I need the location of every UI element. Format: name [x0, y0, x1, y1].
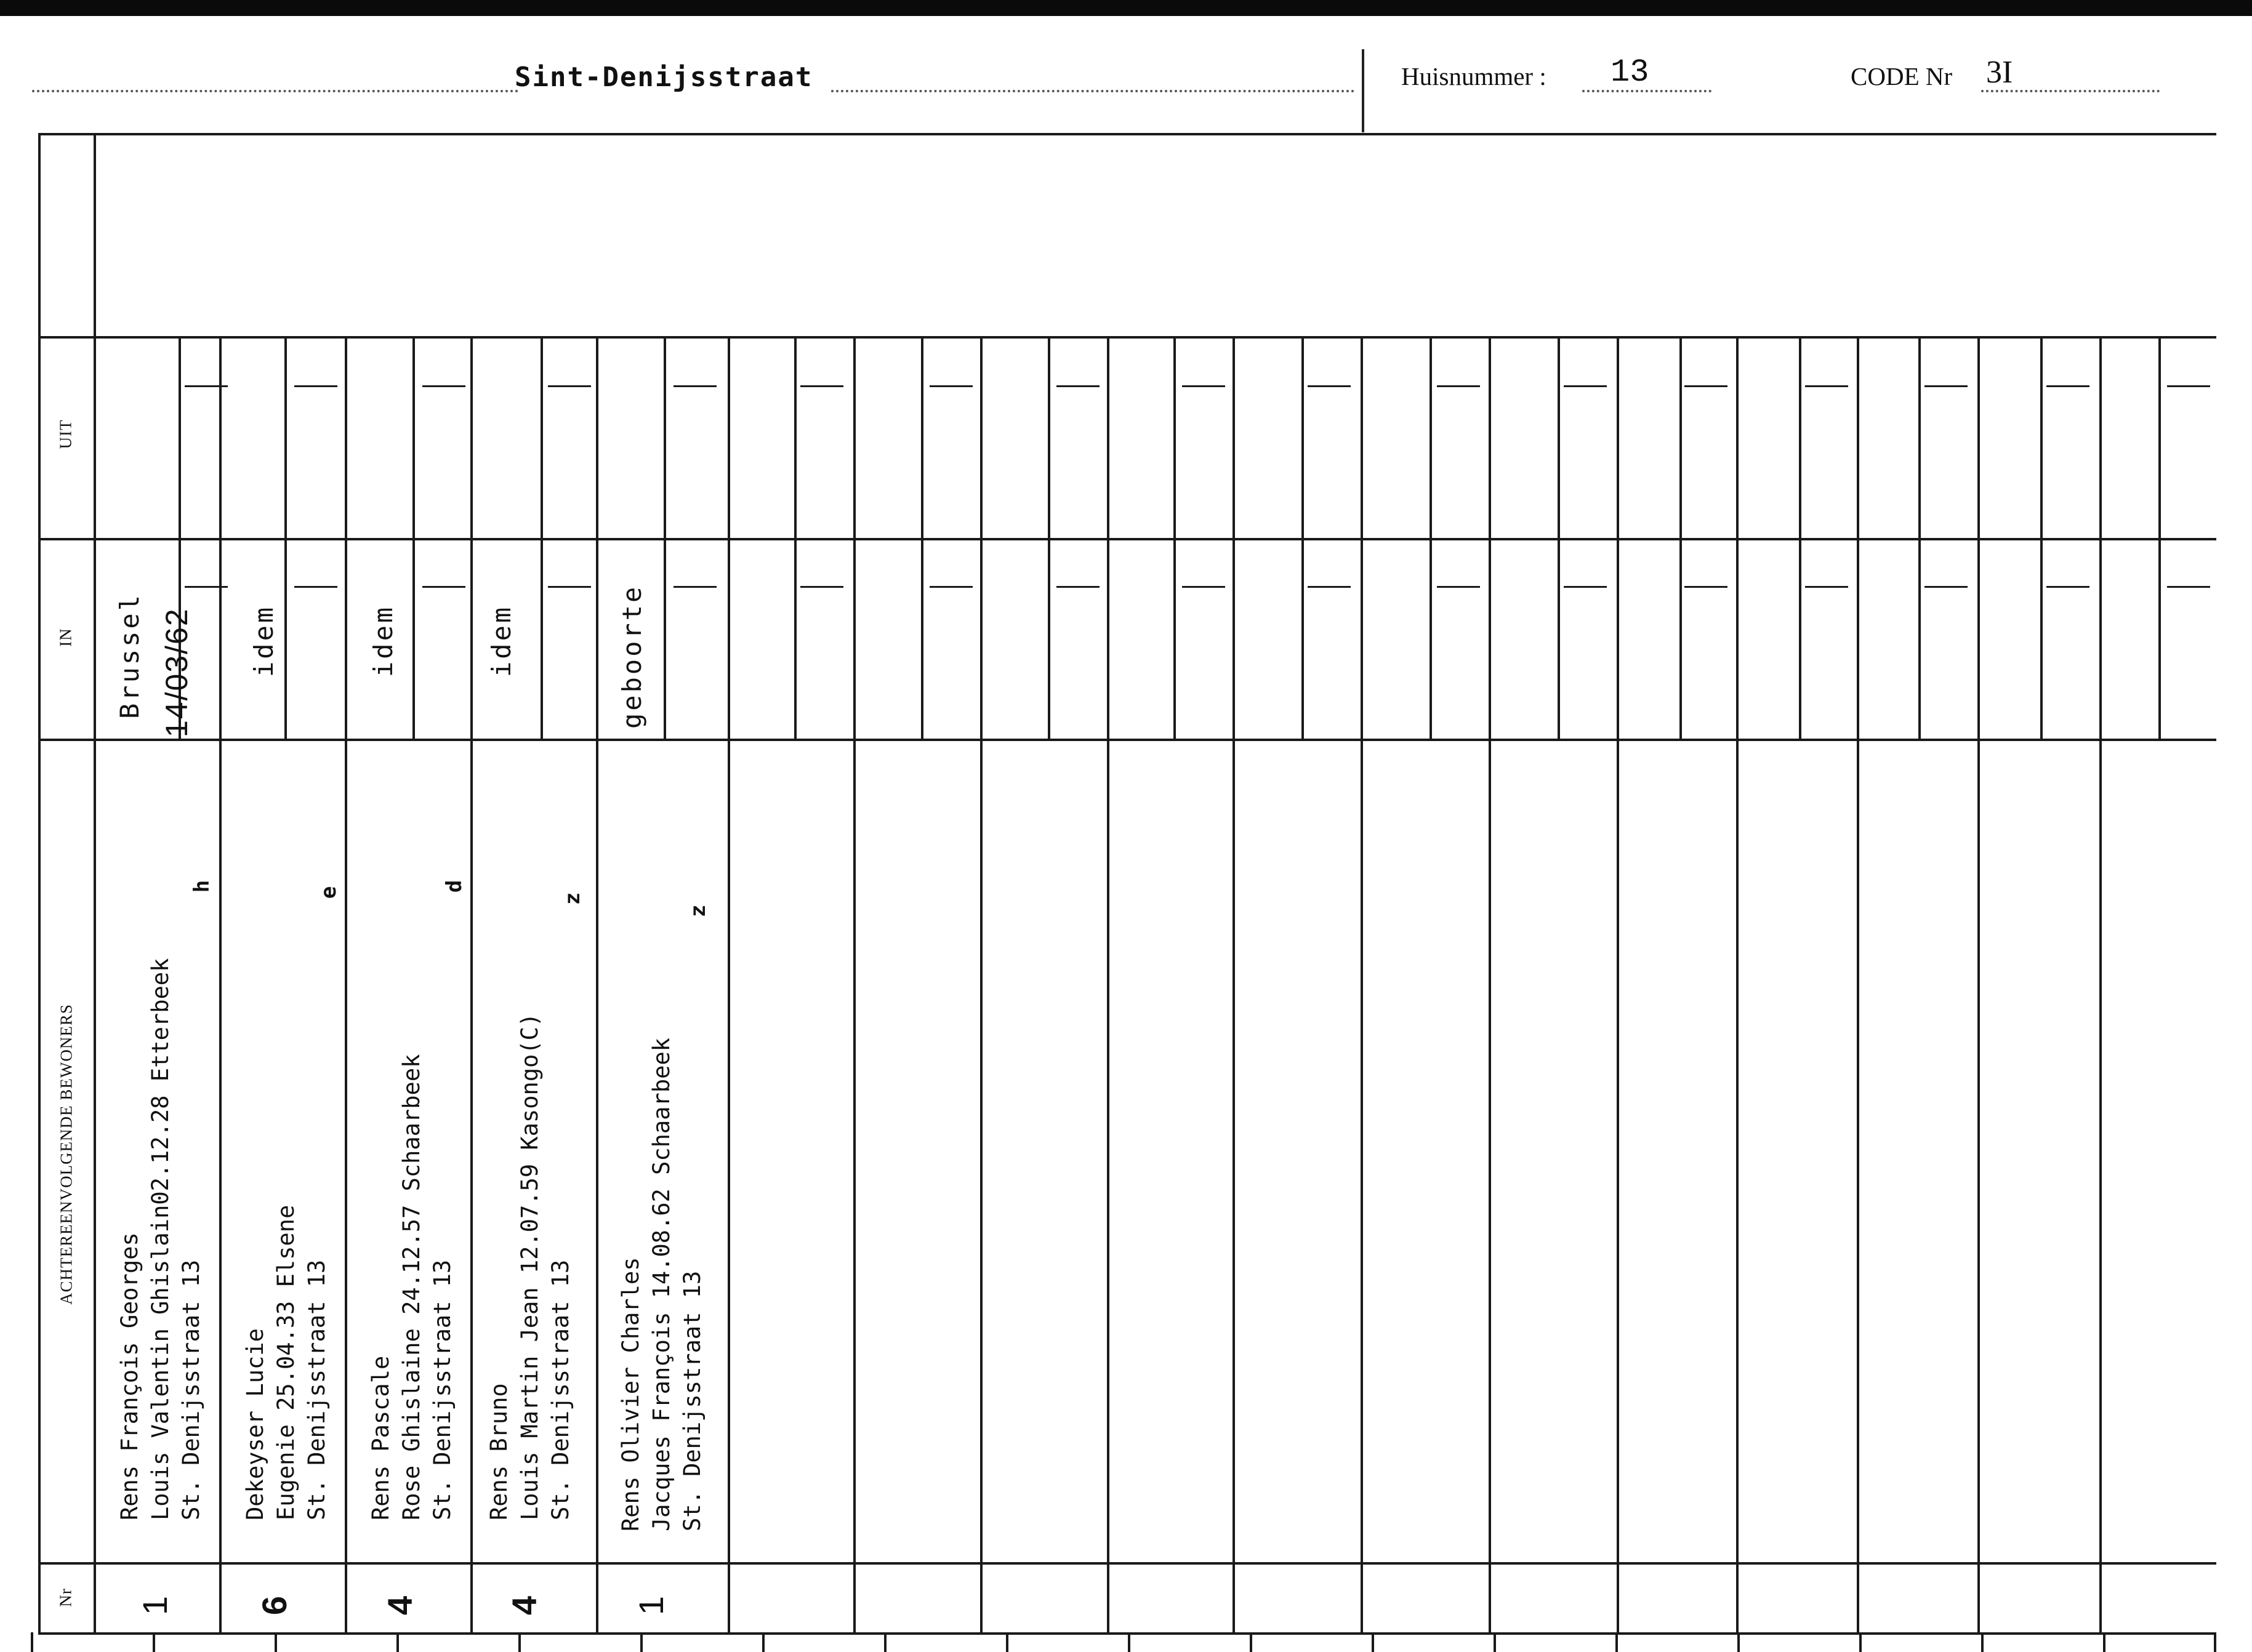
- empty-entry-dash: [1308, 385, 1351, 387]
- entry-3-in-place: idem: [368, 604, 398, 677]
- bottom-tick: [1859, 1632, 1862, 1652]
- entry-5-address: St. Denijsstraat 13: [679, 1270, 706, 1531]
- empty-entry-dash: [422, 385, 465, 387]
- empty-entry-dash: [1564, 586, 1607, 588]
- column-separator: [470, 336, 473, 1634]
- in-label: IN: [56, 628, 75, 647]
- empty-entry-dash: [1182, 586, 1225, 588]
- column-separator: [980, 336, 983, 1634]
- entry-3-address: St. Denijsstraat 13: [429, 1259, 456, 1520]
- uit-label: UIT: [56, 419, 75, 449]
- entry-5-name: Rens Olivier Charles: [617, 1257, 644, 1531]
- bottom-tick: [1006, 1632, 1008, 1652]
- column-separator: [1736, 336, 1739, 1634]
- entry-1-details: Louis Valentin Ghislain02.12.28 Etterbeek: [147, 958, 174, 1520]
- sub-column-separator: [794, 336, 797, 739]
- empty-entry-dash: [2046, 385, 2089, 387]
- code-label: CODE Nr: [1851, 62, 1953, 90]
- sub-column-separator: [664, 336, 666, 739]
- column-separator: [1977, 336, 1980, 1634]
- empty-entry-dash: [1805, 586, 1848, 588]
- empty-entry-dash: [1684, 385, 1727, 387]
- empty-entry-dash: [1437, 586, 1480, 588]
- column-separator: [596, 336, 598, 1634]
- bottom-tick: [1128, 1632, 1130, 1652]
- empty-entry-dash: [930, 586, 973, 588]
- row-separator-nr: [38, 1562, 2216, 1565]
- sub-column-separator: [284, 336, 287, 739]
- table-bottom-border: [38, 1632, 2216, 1635]
- sub-column-separator: [921, 336, 923, 739]
- street-dotted-line: [32, 90, 518, 92]
- bottom-tick: [396, 1632, 399, 1652]
- empty-entry-dash: [1308, 586, 1351, 588]
- entry-3-details: Rose Ghislaine 24.12.57 Schaarbeek: [398, 1054, 425, 1520]
- scan-top-border: [0, 0, 2252, 16]
- empty-entry-dash: [2046, 586, 2089, 588]
- empty-entry-dash: [1684, 586, 1727, 588]
- empty-entry-dash: [800, 586, 843, 588]
- sub-column-separator: [1799, 336, 1801, 739]
- entry-4-name: Rens Bruno: [486, 1383, 512, 1520]
- empty-entry-dash: [1924, 385, 1968, 387]
- empty-entry-dash: [294, 385, 337, 387]
- entry-2-details: Eugenie 25.04.33 Elsene: [273, 1205, 299, 1520]
- empty-entry-dash: [1182, 385, 1225, 387]
- entry-2-nr: 6: [255, 1595, 294, 1616]
- empty-entry-dash: [674, 385, 717, 387]
- bottom-tick: [1615, 1632, 1618, 1652]
- entry-1-in-place: Brussel: [115, 592, 145, 719]
- sub-column-separator: [1918, 336, 1921, 739]
- table-left-border: [38, 133, 41, 1635]
- street-name: Sint-Denijsstraat: [515, 62, 813, 93]
- empty-entry-dash: [185, 385, 228, 387]
- row-separator-uit: [38, 336, 2216, 339]
- entry-2-address: St. Denijsstraat 13: [304, 1259, 330, 1520]
- empty-entry-dash: [1437, 385, 1480, 387]
- empty-entry-dash: [674, 586, 717, 588]
- bottom-tick: [2103, 1632, 2105, 1652]
- column-separator: [1489, 336, 1491, 1634]
- bottom-tick: [1372, 1632, 1374, 1652]
- empty-entry-dash: [930, 385, 973, 387]
- bottom-tick: [1737, 1632, 1740, 1652]
- entry-4-code: z: [560, 892, 585, 905]
- entry-1-code: h: [190, 880, 215, 893]
- bottom-tick: [518, 1632, 521, 1652]
- empty-entry-dash: [1564, 385, 1607, 387]
- empty-entry-dash: [1056, 586, 1100, 588]
- empty-entry-dash: [1805, 385, 1848, 387]
- entry-4-details: Louis Martin Jean 12.07.59 Kasongo(C): [517, 1012, 543, 1520]
- sub-column-separator: [1048, 336, 1050, 739]
- entry-5-details: Jacques François 14.08.62 Schaarbeek: [648, 1038, 675, 1531]
- empty-entry-dash: [800, 385, 843, 387]
- empty-entry-dash: [1924, 586, 1968, 588]
- header-separator: [1362, 49, 1364, 132]
- column-separator: [1233, 336, 1235, 1634]
- empty-entry-dash: [1056, 385, 1100, 387]
- entry-3-nr: 4: [380, 1595, 420, 1616]
- entry-5-nr: 1: [632, 1595, 671, 1616]
- row-separator-in: [38, 538, 2216, 540]
- column-separator: [2099, 336, 2102, 1634]
- residents-label: ACHTEREENVOLGENDE BEWONERS: [57, 1004, 76, 1305]
- empty-entry-dash: [185, 586, 228, 588]
- house-number-label: Huisnummer :: [1401, 62, 1546, 90]
- column-separator: [1361, 336, 1363, 1634]
- sub-column-separator: [1679, 336, 1682, 739]
- table-top-border: [38, 133, 2216, 135]
- column-separator: [1107, 336, 1109, 1634]
- bottom-tick: [762, 1632, 765, 1652]
- sub-column-separator: [2040, 336, 2043, 739]
- entry-2-name: Dekeyser Lucie: [242, 1328, 268, 1520]
- entry-3-name: Rens Pascale: [368, 1355, 394, 1520]
- column-separator: [853, 336, 856, 1634]
- street-dotted-line-right: [831, 90, 1354, 92]
- entry-2-in-place: idem: [249, 604, 279, 677]
- sub-column-separator: [1430, 336, 1432, 739]
- bottom-tick: [153, 1632, 155, 1652]
- entry-2-code: e: [316, 886, 342, 899]
- house-number-value: 13: [1611, 54, 1649, 90]
- entry-5-in-place: geboorte: [617, 584, 647, 729]
- sub-column-separator: [541, 336, 543, 739]
- entry-4-in-place: idem: [486, 604, 517, 677]
- bottom-tick: [884, 1632, 887, 1652]
- entry-1-address: St. Denijsstraat 13: [178, 1259, 204, 1520]
- entry-4-nr: 4: [505, 1595, 544, 1616]
- column-separator: [1617, 336, 1619, 1634]
- empty-entry-dash: [548, 586, 591, 588]
- bottom-tick: [31, 1632, 33, 1652]
- entry-5-code: z: [686, 904, 711, 918]
- entry-4-address: St. Denijsstraat 13: [547, 1259, 574, 1520]
- bottom-tick: [640, 1632, 643, 1652]
- sub-column-separator: [1173, 336, 1176, 739]
- empty-entry-dash: [2167, 385, 2210, 387]
- empty-entry-dash: [2167, 586, 2210, 588]
- empty-entry-dash: [548, 385, 591, 387]
- sub-column-separator: [1301, 336, 1304, 739]
- column-separator: [219, 336, 222, 1634]
- row-separator-residents: [38, 739, 2216, 741]
- entry-1-nr: 1: [135, 1595, 175, 1616]
- entry-1-in-date: 14/03/62: [159, 607, 194, 737]
- empty-entry-dash: [294, 586, 337, 588]
- bottom-tick: [1981, 1632, 1984, 1652]
- column-separator: [1857, 336, 1859, 1634]
- sub-column-separator: [412, 336, 415, 739]
- column-separator: [728, 336, 730, 1634]
- bottom-tick: [275, 1632, 277, 1652]
- sub-column-separator: [1558, 336, 1560, 739]
- entry-3-code: d: [442, 880, 467, 893]
- bottom-tick: [1250, 1632, 1252, 1652]
- empty-entry-dash: [422, 586, 465, 588]
- entry-1-name: Rens François Georges: [116, 1232, 143, 1520]
- sub-column-separator: [2158, 336, 2161, 739]
- column-separator: [345, 336, 347, 1634]
- label-column-border: [94, 133, 96, 1635]
- bottom-tick: [1494, 1632, 1496, 1652]
- nr-label: Nr: [56, 1588, 75, 1607]
- code-value: 3I: [1986, 55, 2013, 90]
- bottom-tick: [2214, 1632, 2216, 1652]
